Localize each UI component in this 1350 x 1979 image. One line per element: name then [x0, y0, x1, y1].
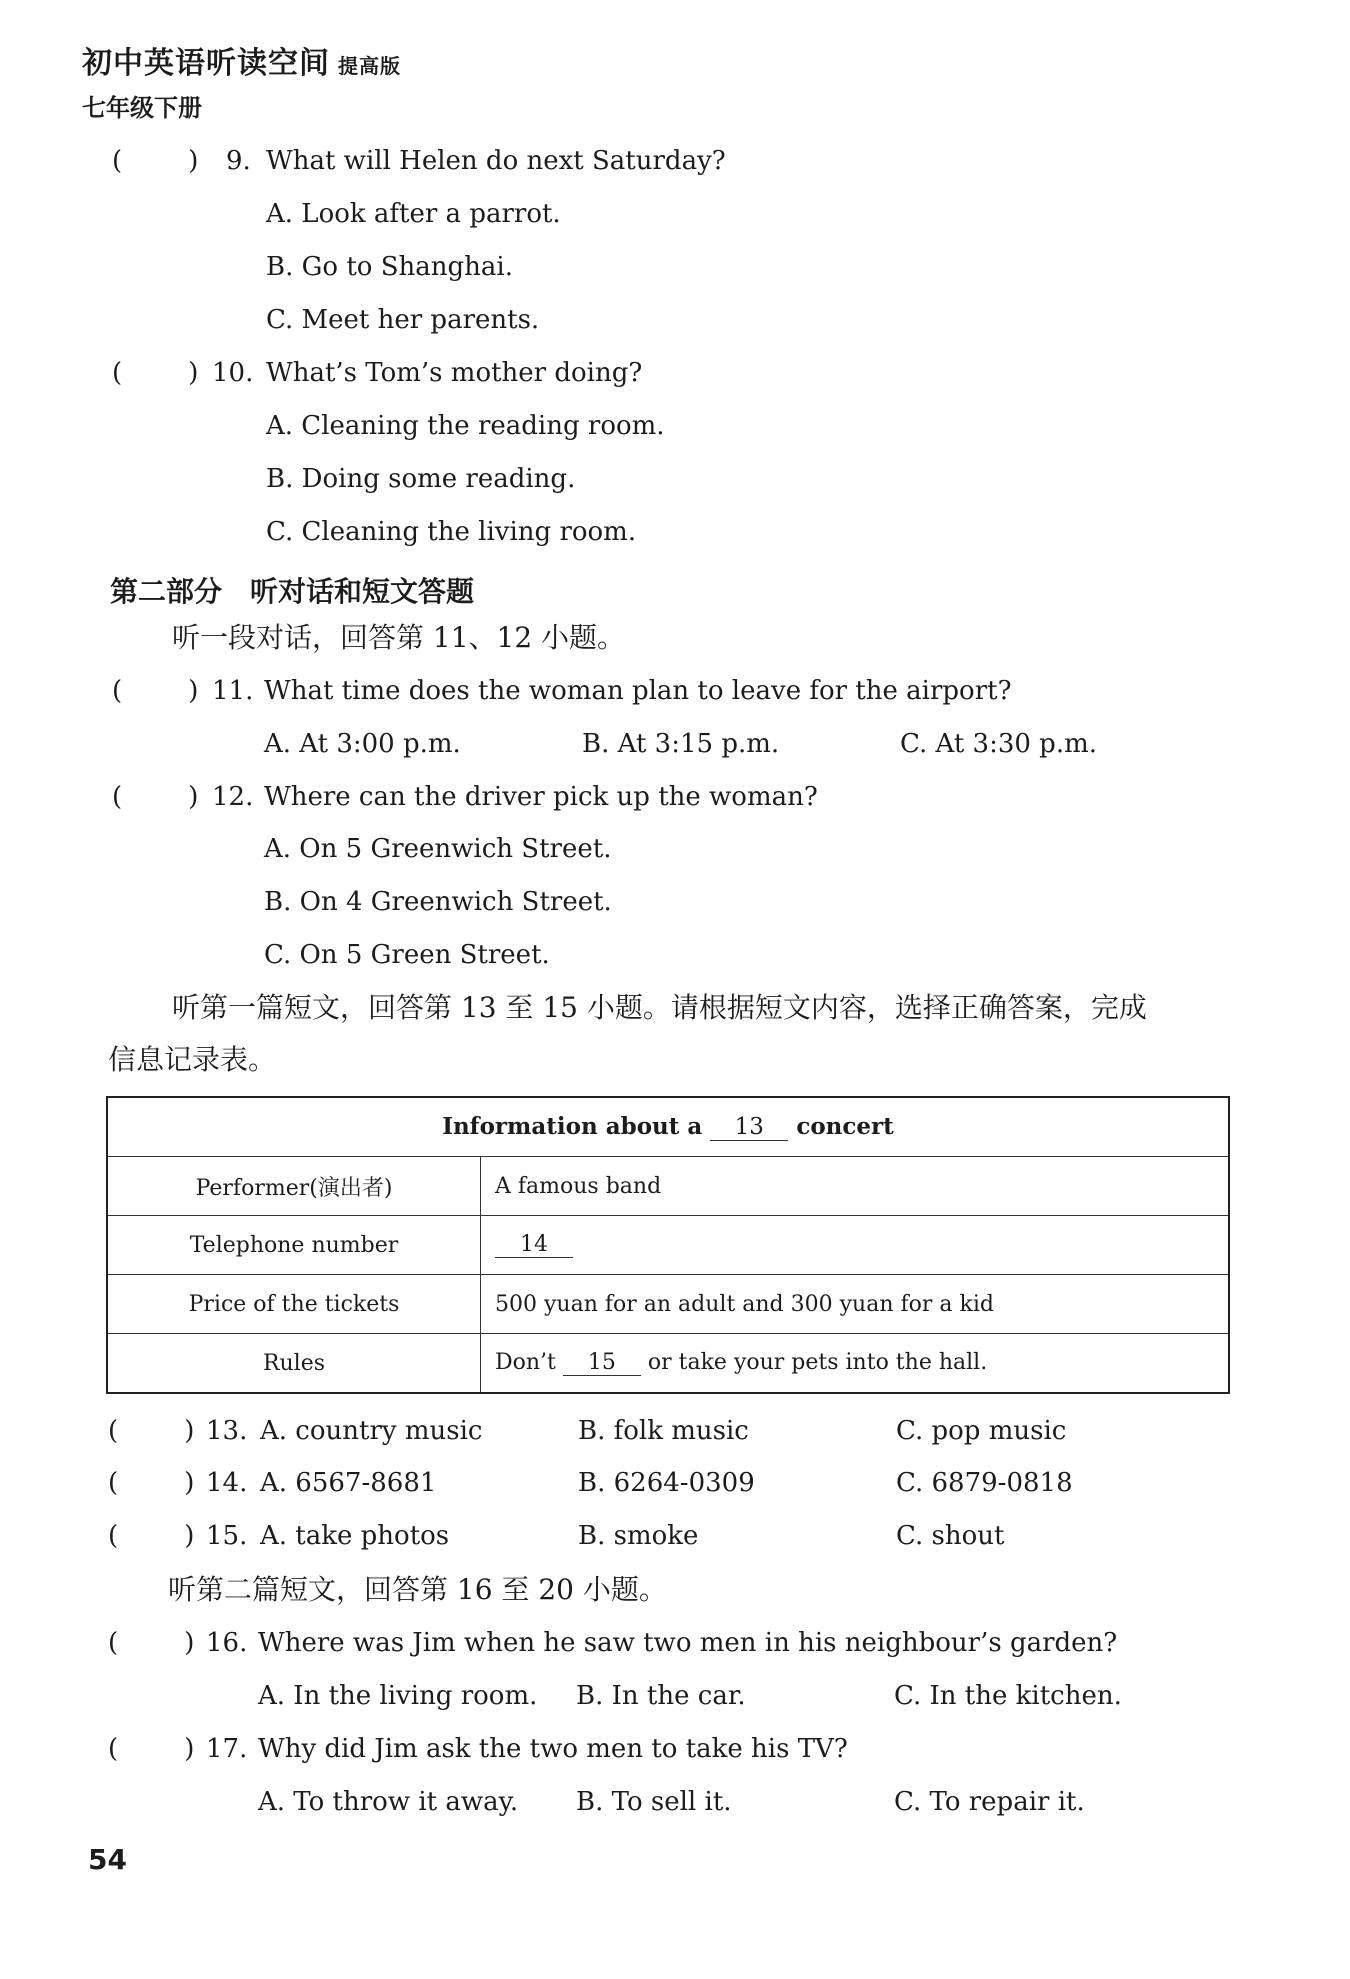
- blank-15[interactable]: 15: [563, 1351, 641, 1376]
- option-q13-a[interactable]: A. country music: [260, 1416, 483, 1446]
- option-q14-a[interactable]: A. 6567-8681: [260, 1468, 437, 1498]
- option-q10-a[interactable]: A. Cleaning the reading room.: [266, 411, 665, 441]
- option-q13-b[interactable]: B. folk music: [578, 1416, 749, 1446]
- row-value-price: 500 yuan for an adult and 300 yuan for a kid: [481, 1275, 1230, 1334]
- table-row: [107, 1334, 1229, 1394]
- option-q9-b[interactable]: B. Go to Shanghai.: [266, 252, 513, 282]
- book-title: [82, 38, 401, 82]
- row-value-telephone: [481, 1216, 1230, 1275]
- question-number-q16: 16.: [206, 1628, 248, 1658]
- option-q17-b[interactable]: B. To sell it.: [576, 1787, 732, 1817]
- page-number: 54: [88, 1843, 127, 1876]
- answer-bracket-q13[interactable]: ( ): [108, 1416, 195, 1446]
- answer-bracket-q9[interactable]: ( ): [112, 146, 199, 176]
- question-number-q12: 12.: [212, 782, 254, 812]
- question-number-q10: 10.: [212, 358, 254, 388]
- information-table: [106, 1096, 1230, 1394]
- option-q14-b[interactable]: B. 6264-0309: [578, 1468, 755, 1498]
- question-number-q9: 9.: [226, 146, 251, 176]
- option-q9-a[interactable]: A. Look after a parrot.: [266, 199, 561, 229]
- passage1-instruction-line2: 信息记录表。: [108, 1043, 277, 1076]
- passage1-instruction-line1: 听第一篇短文，回答第 13 至 15 小题。请根据短文内容，选择正确答案，完成: [172, 991, 1147, 1024]
- answer-bracket-q11[interactable]: ( ): [112, 676, 199, 706]
- question-number-q11: 11.: [212, 676, 254, 706]
- option-q10-b[interactable]: B. Doing some reading.: [266, 464, 576, 494]
- option-q12-a[interactable]: A. On 5 Greenwich Street.: [264, 834, 612, 864]
- book-grade: 七年级下册: [82, 94, 202, 122]
- rules-post: or take your pets into the hall.: [647, 1349, 988, 1375]
- question-number-q13: 13.: [206, 1416, 248, 1446]
- question-stem-q12: Where can the driver pick up the woman?: [264, 782, 818, 812]
- blank-14[interactable]: 14: [495, 1233, 573, 1258]
- row-value-performer: A famous band: [481, 1157, 1230, 1216]
- option-q15-b[interactable]: B. smoke: [578, 1521, 699, 1551]
- answer-bracket-q10[interactable]: ( ): [112, 358, 199, 388]
- question-stem-q11: What time does the woman plan to leave for the airport?: [264, 676, 1012, 706]
- question-stem-q9: What will Helen do next Saturday?: [266, 146, 726, 176]
- book-edition: 提高版: [338, 54, 401, 78]
- option-q16-b[interactable]: B. In the car.: [576, 1681, 746, 1711]
- answer-bracket-q12[interactable]: ( ): [112, 782, 199, 812]
- dialog-instruction: 听一段对话，回答第 11、12 小题。: [172, 621, 626, 654]
- option-q12-b[interactable]: B. On 4 Greenwich Street.: [264, 887, 612, 917]
- table-title-pre: Information about a: [442, 1112, 703, 1140]
- rules-pre: Don’t: [495, 1349, 556, 1375]
- question-number-q14: 14.: [206, 1468, 248, 1498]
- row-label-rules: Rules: [107, 1334, 481, 1394]
- question-stem-q16: Where was Jim when he saw two men in his neighbour’s garden?: [258, 1628, 1118, 1658]
- option-q16-c[interactable]: C. In the kitchen.: [894, 1681, 1122, 1711]
- row-value-rules: [481, 1334, 1230, 1394]
- option-q9-c[interactable]: C. Meet her parents.: [266, 305, 540, 335]
- row-label-price: Price of the tickets: [107, 1275, 481, 1334]
- option-q15-a[interactable]: A. take photos: [260, 1521, 450, 1551]
- option-q16-a[interactable]: A. In the living room.: [258, 1681, 538, 1711]
- option-q15-c[interactable]: C. shout: [896, 1521, 1005, 1551]
- question-stem-q17: Why did Jim ask the two men to take his TV?: [258, 1734, 848, 1764]
- book-title-text: 初中英语听读空间: [82, 46, 330, 81]
- table-row: [107, 1216, 1229, 1275]
- option-q11-a[interactable]: A. At 3:00 p.m.: [264, 729, 461, 759]
- table-title-post: concert: [796, 1112, 894, 1140]
- section-title-part2: 第二部分 听对话和短文答题: [110, 575, 475, 608]
- option-q14-c[interactable]: C. 6879-0818: [896, 1468, 1073, 1498]
- option-q11-c[interactable]: C. At 3:30 p.m.: [900, 729, 1098, 759]
- table-row: [107, 1275, 1229, 1334]
- question-number-q17: 17.: [206, 1734, 248, 1764]
- option-q17-c[interactable]: C. To repair it.: [894, 1787, 1085, 1817]
- passage2-instruction: 听第二篇短文，回答第 16 至 20 小题。: [168, 1573, 667, 1606]
- answer-bracket-q17[interactable]: ( ): [108, 1734, 195, 1764]
- book-header: [82, 38, 401, 123]
- option-q17-a[interactable]: A. To throw it away.: [258, 1787, 519, 1817]
- option-q10-c[interactable]: C. Cleaning the living room.: [266, 517, 637, 547]
- option-q12-c[interactable]: C. On 5 Green Street.: [264, 940, 550, 970]
- answer-bracket-q16[interactable]: ( ): [108, 1628, 195, 1658]
- table-title: [107, 1097, 1229, 1157]
- answer-bracket-q14[interactable]: ( ): [108, 1468, 195, 1498]
- question-number-q15: 15.: [206, 1521, 248, 1551]
- table-header-row: [107, 1097, 1229, 1157]
- row-label-telephone: Telephone number: [107, 1216, 481, 1275]
- option-q11-b[interactable]: B. At 3:15 p.m.: [582, 729, 780, 759]
- answer-bracket-q15[interactable]: ( ): [108, 1521, 195, 1551]
- blank-13[interactable]: 13: [710, 1115, 788, 1141]
- row-label-performer: Performer(演出者): [107, 1157, 481, 1216]
- table-row: [107, 1157, 1229, 1216]
- question-stem-q10: What’s Tom’s mother doing?: [266, 358, 643, 388]
- option-q13-c[interactable]: C. pop music: [896, 1416, 1067, 1446]
